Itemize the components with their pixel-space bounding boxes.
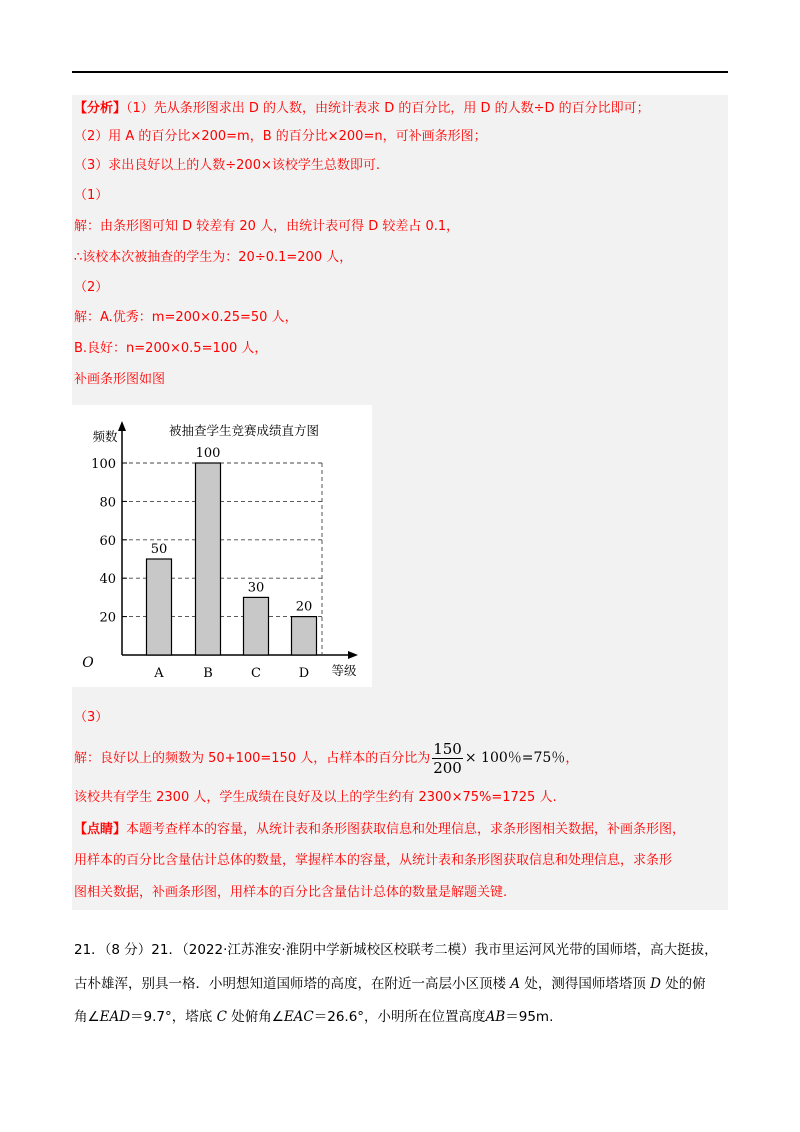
- data-label-C: 30: [247, 580, 265, 596]
- x-tick-label-C: C: [251, 666, 261, 681]
- y-tick-label: 60: [99, 533, 116, 549]
- part2-label: （2）: [74, 280, 109, 295]
- y-tick-label: 80: [99, 495, 116, 511]
- data-label-D: 20: [295, 599, 313, 615]
- part3-text-suffix: ，: [565, 751, 579, 766]
- part2-line-3: 补画条形图如图: [74, 372, 166, 387]
- comment-tag: 【点睛】: [74, 822, 127, 837]
- question-line-1: 21．（8 分）21．（2022·江苏淮安·淮阴中学新城校区校联考二模）我市里运河风光带的国师塔，高大挺拔，: [74, 942, 718, 958]
- q3-text-c: 处俯角∠: [226, 1009, 284, 1025]
- comment-text-1: 本题考查样本的容量，从统计表和条形图获取信息和处理信息，求条形图相关数据，补画条形图，: [126, 822, 686, 837]
- part3-label: （3）: [74, 710, 109, 725]
- var-C: C: [216, 1009, 227, 1025]
- data-label-B: 100: [195, 446, 221, 461]
- x-tick-label-B: B: [203, 666, 213, 681]
- part3-math: × 100％=75％: [464, 750, 566, 766]
- comment-line-3: 图相关数据，补画条形图，用样本的百分比含量估计总体的数量是解题关键.: [74, 885, 508, 900]
- fraction-numerator: 150: [433, 740, 462, 758]
- bar-B: [196, 463, 221, 655]
- var-AB: AB: [485, 1009, 506, 1025]
- origin-label: O: [82, 655, 94, 671]
- y-tick-label: 40: [99, 572, 116, 588]
- var-EAD: EAD: [99, 1009, 131, 1025]
- analysis-line-1: [74, 100, 650, 118]
- part3-line-1: [74, 738, 578, 778]
- analysis-tag: 【分析】: [74, 101, 127, 116]
- x-axis-label: 等级: [331, 663, 357, 678]
- x-tick-label-A: A: [154, 666, 164, 681]
- fraction: [432, 740, 463, 777]
- data-label-A: 50: [150, 542, 168, 557]
- y-axis-label: 频数: [92, 429, 118, 444]
- fraction-denominator: 200: [433, 759, 462, 777]
- comment-line-2: 用样本的百分比含量估计总体的数量，掌握样本的容量，从统计表和条形图获取信息和处理信息，求条形: [74, 853, 673, 868]
- part2-line-2: B.良好：n=200×0.5=100 人，: [74, 341, 268, 356]
- bar-C: [244, 597, 269, 655]
- q2-text-b: 处，测得国师塔塔顶: [520, 976, 651, 992]
- part3-line-2: 该校共有学生 2300 人，学生成绩在良好及以上的学生约有 2300×75%=1725 人.: [74, 790, 557, 805]
- bar-chart: [72, 405, 372, 687]
- var-D: D: [650, 976, 661, 992]
- y-tick-label: 100: [91, 457, 116, 472]
- x-tick-label-D: D: [298, 666, 310, 681]
- x-axis-arrow: [348, 651, 358, 659]
- q3-text-b: ＝9.7°，塔底: [130, 1009, 217, 1025]
- bar-A: [147, 559, 172, 655]
- question-line-2: [74, 974, 706, 994]
- analysis-text-1: （1）先从条形图求出 D 的人数，由统计表求 D 的百分比，用 D 的人数÷D 的百分比即可；: [126, 101, 650, 116]
- y-axis-arrow: [118, 421, 126, 431]
- header-rule: [72, 71, 728, 73]
- q2-text-a: 古朴雄浑，别具一格．小明想知道国师塔的高度，在附近一高层小区顶楼: [74, 976, 511, 992]
- q3-text-a: 角∠: [74, 1009, 100, 1025]
- comment-line-1: [74, 821, 685, 839]
- q3-text-e: ＝95m.: [505, 1009, 554, 1025]
- q3-text-d: ＝26.6°，小明所在位置高度: [313, 1009, 486, 1025]
- part2-line-1: 解：A.优秀：m=200×0.25=50 人，: [74, 310, 298, 325]
- part1-label: （1）: [74, 188, 109, 203]
- part3-text-prefix: 解：良好以上的频数为 50+100=150 人，占样本的百分比为: [74, 751, 431, 766]
- part1-line-2: ∴该校本次被抽查的学生为：20÷0.1=200 人，: [74, 250, 353, 265]
- var-EAC: EAC: [283, 1009, 314, 1025]
- bar-D: [292, 617, 317, 655]
- y-tick-label: 20: [99, 610, 116, 626]
- var-A: A: [510, 976, 521, 992]
- q2-text-c: 处的俯: [660, 976, 706, 992]
- part1-line-1: 解：由条形图可知 D 较差有 20 人，由统计表可得 D 较差占 0.1，: [74, 219, 460, 234]
- analysis-line-2: （2）用 A 的百分比×200=m，B 的百分比×200=n，可补画条形图；: [74, 129, 487, 144]
- analysis-line-3: （3）求出良好以上的人数÷200×该校学生总数即可.: [74, 158, 381, 173]
- bar-chart-svg: [72, 405, 372, 687]
- chart-title: 被抽查学生竞赛成绩直方图: [168, 423, 320, 438]
- question-line-3: [74, 1007, 553, 1027]
